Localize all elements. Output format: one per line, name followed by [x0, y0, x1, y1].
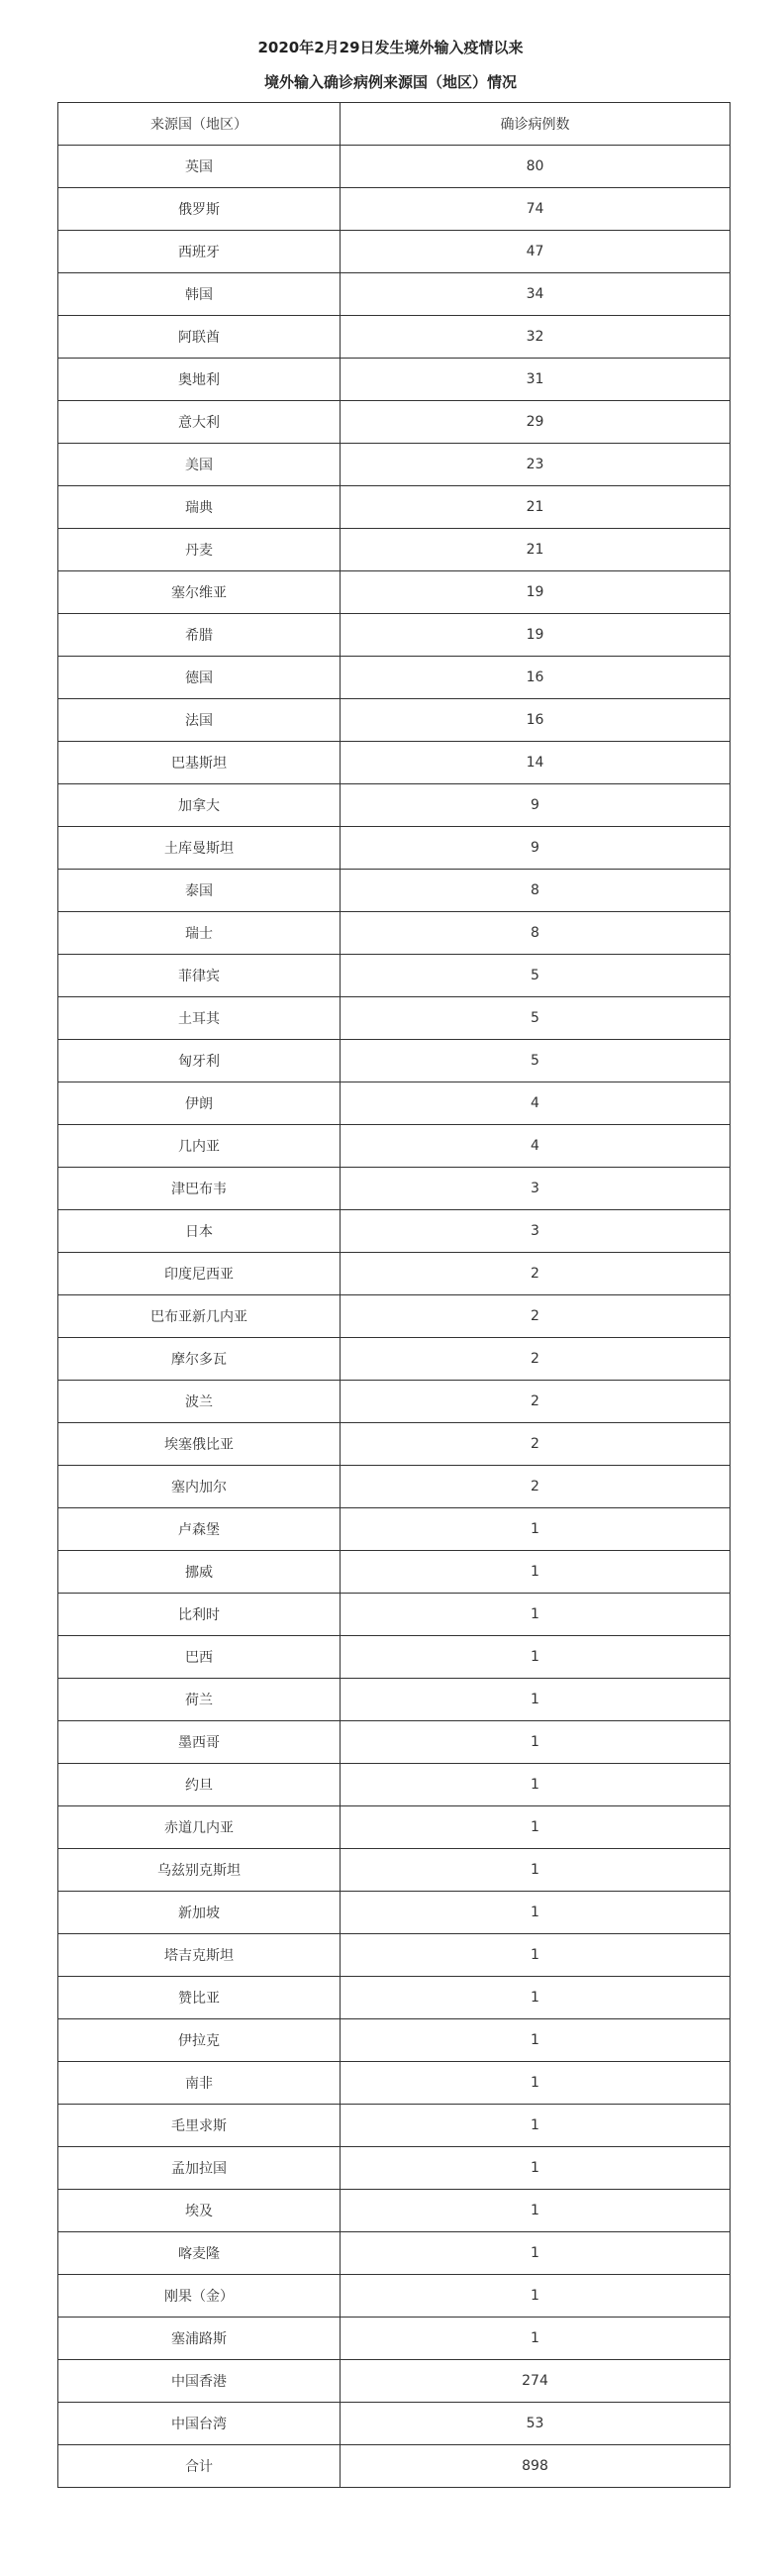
cases-cell: 19	[341, 614, 731, 657]
table-row	[58, 784, 731, 827]
table-row	[58, 486, 731, 529]
table-row	[58, 529, 731, 571]
cases-cell: 2	[341, 1466, 731, 1508]
country-cell: 韩国	[58, 273, 341, 316]
cases-cell: 898	[341, 2445, 731, 2488]
cases-cell: 23	[341, 444, 731, 486]
country-cell: 中国香港	[58, 2360, 341, 2403]
table-row	[58, 1338, 731, 1381]
table-row	[58, 231, 731, 273]
country-cell: 赤道几内亚	[58, 1806, 341, 1849]
table-row	[58, 614, 731, 657]
country-cell: 意大利	[58, 401, 341, 444]
table-row	[58, 273, 731, 316]
table-row	[58, 2190, 731, 2232]
table-row	[58, 699, 731, 742]
page-title: 2020年2月29日发生境外输入疫情以来	[257, 39, 524, 56]
cases-cell: 1	[341, 1721, 731, 1764]
cases-cell: 1	[341, 2019, 731, 2062]
country-cell: 南非	[58, 2062, 341, 2105]
cases-cell: 2	[341, 1338, 731, 1381]
country-cell: 匈牙利	[58, 1040, 341, 1082]
cases-cell: 74	[341, 188, 731, 231]
country-cell: 伊朗	[58, 1082, 341, 1125]
country-cell: 德国	[58, 657, 341, 699]
cases-cell: 21	[341, 529, 731, 571]
cases-cell: 5	[341, 955, 731, 997]
table-row	[58, 1466, 731, 1508]
cases-cell: 1	[341, 2105, 731, 2147]
table-row	[58, 2360, 731, 2403]
country-cell: 墨西哥	[58, 1721, 341, 1764]
cases-cell: 1	[341, 1934, 731, 1977]
country-cell: 加拿大	[58, 784, 341, 827]
table-row	[58, 1168, 731, 1210]
cases-cell: 80	[341, 146, 731, 188]
table-row	[58, 2232, 731, 2275]
table-title: 境外输入确诊病例来源国（地区）情况	[263, 73, 517, 91]
table-row	[58, 2147, 731, 2190]
country-cell: 西班牙	[58, 231, 341, 273]
country-cell: 丹麦	[58, 529, 341, 571]
cases-cell: 1	[341, 2232, 731, 2275]
table-row	[58, 1679, 731, 1721]
table-row	[58, 1508, 731, 1551]
table-row	[58, 997, 731, 1040]
cases-cell: 1	[341, 1594, 731, 1636]
country-cell: 法国	[58, 699, 341, 742]
table-row	[58, 2275, 731, 2318]
cases-cell: 16	[341, 699, 731, 742]
cases-cell: 1	[341, 1508, 731, 1551]
country-cell: 乌兹别克斯坦	[58, 1849, 341, 1892]
country-cell: 伊拉克	[58, 2019, 341, 2062]
country-cell: 瑞士	[58, 912, 341, 955]
table-row	[58, 316, 731, 359]
country-cell: 摩尔多瓦	[58, 1338, 341, 1381]
table-row	[58, 1594, 731, 1636]
table-row	[58, 657, 731, 699]
cases-cell: 4	[341, 1125, 731, 1168]
country-cell: 巴西	[58, 1636, 341, 1679]
country-cell: 英国	[58, 146, 341, 188]
table-row	[58, 1636, 731, 1679]
table-row	[58, 1040, 731, 1082]
country-cell: 约旦	[58, 1764, 341, 1806]
cases-cell: 1	[341, 1636, 731, 1679]
cases-cell: 29	[341, 401, 731, 444]
cases-cell: 5	[341, 997, 731, 1040]
country-cell: 几内亚	[58, 1125, 341, 1168]
country-cell: 塞尔维亚	[58, 571, 341, 614]
table-row	[58, 1892, 731, 1934]
table-row	[58, 1295, 731, 1338]
country-cell: 阿联酋	[58, 316, 341, 359]
cases-cell: 34	[341, 273, 731, 316]
country-cell: 波兰	[58, 1381, 341, 1423]
table-row	[58, 1423, 731, 1466]
table-row	[58, 571, 731, 614]
table-row	[58, 1849, 731, 1892]
table-row	[58, 742, 731, 784]
cases-cell: 2	[341, 1381, 731, 1423]
table-row	[58, 1082, 731, 1125]
table-row	[58, 827, 731, 870]
table-row	[58, 1253, 731, 1295]
country-cell: 埃塞俄比亚	[58, 1423, 341, 1466]
cases-cell: 1	[341, 2062, 731, 2105]
country-cell: 塞浦路斯	[58, 2318, 341, 2360]
table-row	[58, 1806, 731, 1849]
cases-cell: 1	[341, 1551, 731, 1594]
table-header-row	[58, 103, 731, 146]
cases-cell: 32	[341, 316, 731, 359]
cases-cell: 1	[341, 1806, 731, 1849]
cases-cell: 1	[341, 2318, 731, 2360]
country-cell: 毛里求斯	[58, 2105, 341, 2147]
table-row	[58, 912, 731, 955]
table-row	[58, 1551, 731, 1594]
table-body	[58, 146, 731, 2488]
cases-cell: 2	[341, 1423, 731, 1466]
country-cell: 孟加拉国	[58, 2147, 341, 2190]
country-cell: 新加坡	[58, 1892, 341, 1934]
country-cell: 荷兰	[58, 1679, 341, 1721]
table-row	[58, 1210, 731, 1253]
cases-cell: 1	[341, 2147, 731, 2190]
cases-cell: 1	[341, 1892, 731, 1934]
table-row	[58, 444, 731, 486]
country-cell: 中国台湾	[58, 2403, 341, 2445]
country-cell: 瑞典	[58, 486, 341, 529]
table-row	[58, 188, 731, 231]
cases-cell: 2	[341, 1295, 731, 1338]
table-row	[58, 2105, 731, 2147]
country-cell: 刚果（金）	[58, 2275, 341, 2318]
cases-cell: 9	[341, 784, 731, 827]
table-row	[58, 2019, 731, 2062]
cases-cell: 1	[341, 2275, 731, 2318]
cases-cell: 8	[341, 870, 731, 912]
country-cell: 日本	[58, 1210, 341, 1253]
header-country: 来源国（地区）	[58, 103, 341, 146]
cases-cell: 53	[341, 2403, 731, 2445]
cases-cell: 1	[341, 2190, 731, 2232]
cases-cell: 31	[341, 359, 731, 401]
table-row	[58, 1764, 731, 1806]
table-row	[58, 2403, 731, 2445]
country-cell: 土库曼斯坦	[58, 827, 341, 870]
country-cell: 美国	[58, 444, 341, 486]
header-cases: 确诊病例数	[341, 103, 731, 146]
country-cell: 印度尼西亚	[58, 1253, 341, 1295]
table-row	[58, 1721, 731, 1764]
cases-cell: 8	[341, 912, 731, 955]
country-cell: 巴布亚新几内亚	[58, 1295, 341, 1338]
table-row	[58, 1381, 731, 1423]
imported-cases-table	[57, 102, 731, 2488]
cases-cell: 1	[341, 1679, 731, 1721]
cases-cell: 19	[341, 571, 731, 614]
table-row	[58, 1977, 731, 2019]
cases-cell: 14	[341, 742, 731, 784]
country-cell: 俄罗斯	[58, 188, 341, 231]
cases-cell: 274	[341, 2360, 731, 2403]
cases-cell: 21	[341, 486, 731, 529]
cases-cell: 16	[341, 657, 731, 699]
table-row	[58, 359, 731, 401]
table-row	[58, 1125, 731, 1168]
table-row	[58, 401, 731, 444]
cases-cell: 2	[341, 1253, 731, 1295]
table-row	[58, 955, 731, 997]
cases-cell: 47	[341, 231, 731, 273]
cases-cell: 5	[341, 1040, 731, 1082]
country-cell: 奥地利	[58, 359, 341, 401]
country-cell: 菲律宾	[58, 955, 341, 997]
country-cell: 赞比亚	[58, 1977, 341, 2019]
country-cell: 塞内加尔	[58, 1466, 341, 1508]
country-cell: 挪威	[58, 1551, 341, 1594]
table-row	[58, 146, 731, 188]
cases-cell: 3	[341, 1210, 731, 1253]
country-cell: 巴基斯坦	[58, 742, 341, 784]
cases-cell: 1	[341, 1849, 731, 1892]
table-row	[58, 1934, 731, 1977]
cases-cell: 3	[341, 1168, 731, 1210]
table-row	[58, 2445, 731, 2488]
country-cell: 土耳其	[58, 997, 341, 1040]
country-cell: 塔吉克斯坦	[58, 1934, 341, 1977]
country-cell: 比利时	[58, 1594, 341, 1636]
cases-cell: 1	[341, 1977, 731, 2019]
cases-cell: 1	[341, 1764, 731, 1806]
country-cell: 合计	[58, 2445, 341, 2488]
table-row	[58, 870, 731, 912]
country-cell: 卢森堡	[58, 1508, 341, 1551]
cases-cell: 4	[341, 1082, 731, 1125]
table-row	[58, 2318, 731, 2360]
table-row	[58, 2062, 731, 2105]
cases-cell: 9	[341, 827, 731, 870]
country-cell: 希腊	[58, 614, 341, 657]
country-cell: 喀麦隆	[58, 2232, 341, 2275]
country-cell: 泰国	[58, 870, 341, 912]
country-cell: 埃及	[58, 2190, 341, 2232]
country-cell: 津巴布韦	[58, 1168, 341, 1210]
